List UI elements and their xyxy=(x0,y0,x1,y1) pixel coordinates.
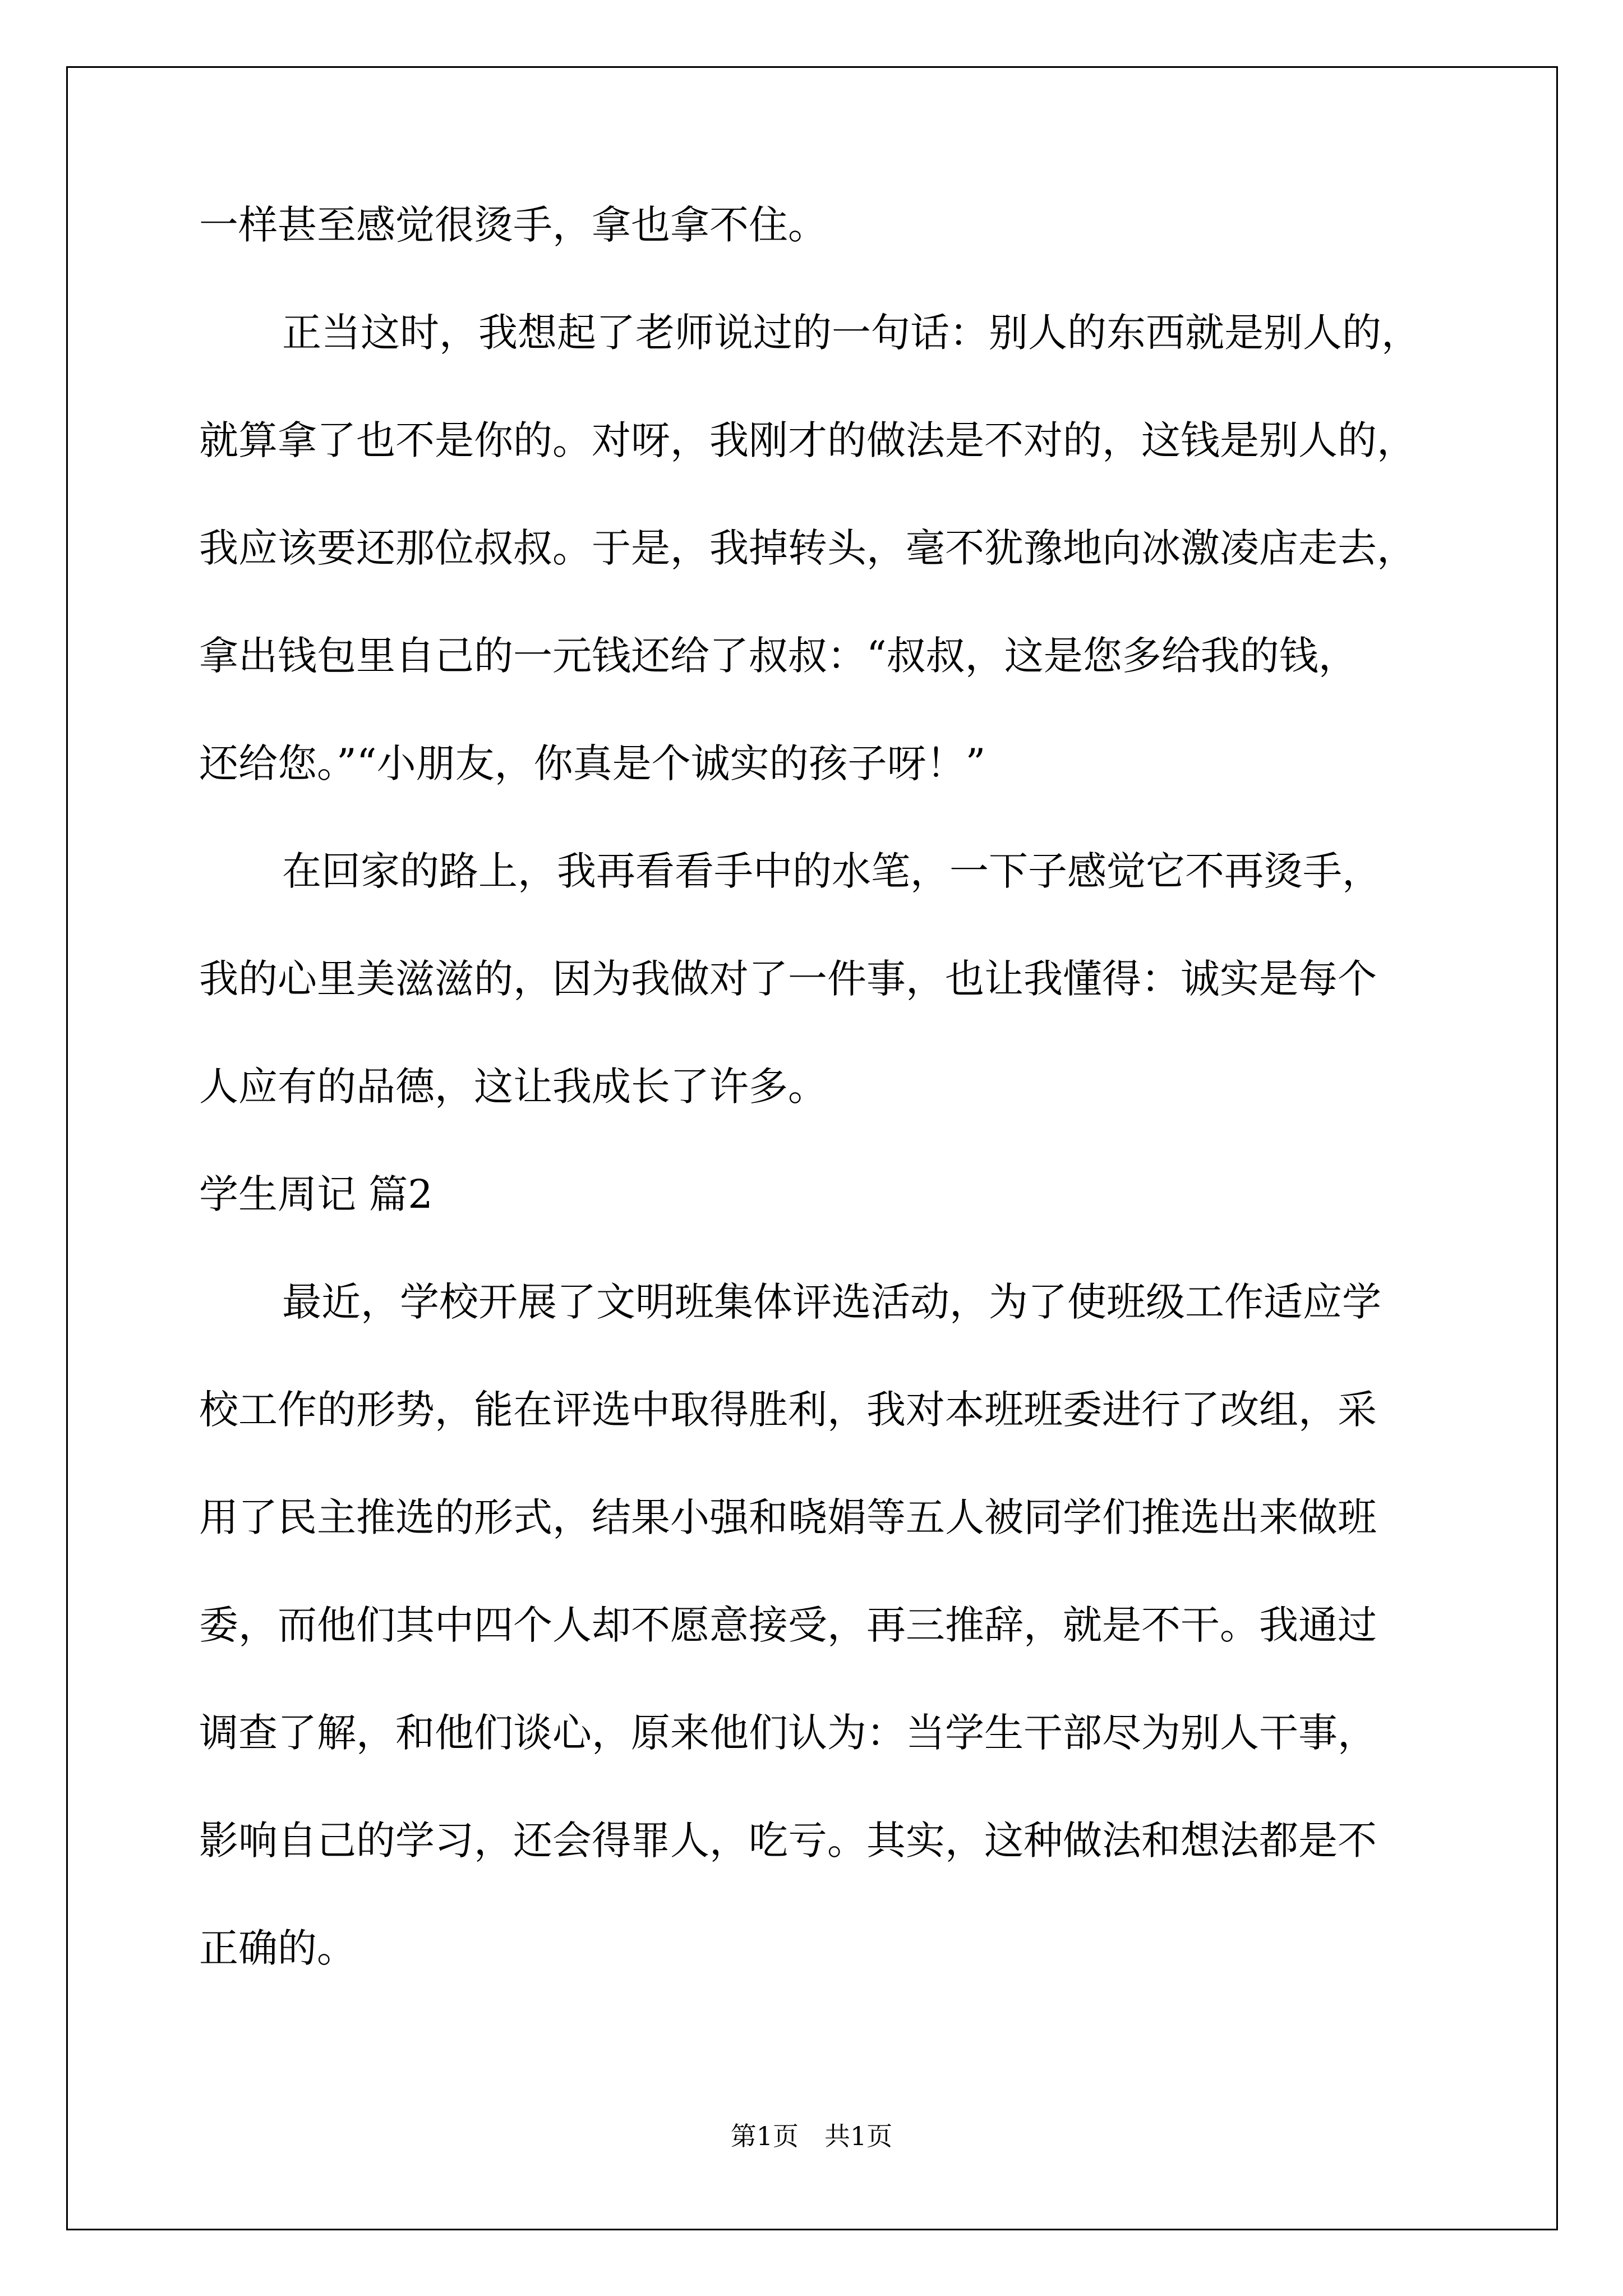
text-line: 影响自己的学习，还会得罪人，吃亏。其实，这种做法和想法都是不 xyxy=(199,1818,1377,1864)
text-line: 我应该要还那位叔叔。于是，我掉转头，毫不犹豫地向冰激凌店走去， xyxy=(199,525,1416,571)
text-line: 调查了解，和他们谈心，原来他们认为：当学生干部尽为别人干事， xyxy=(199,1710,1377,1756)
text-line: 最近，学校开展了文明班集体评选活动，为了使班级工作适应学 xyxy=(282,1279,1381,1325)
text-line: 拿出钱包里自己的一元钱还给了叔叔：“叔叔，这是您多给我的钱， xyxy=(199,633,1358,679)
text-line: 还给您。”“小朋友，你真是个诚实的孩子呀！” xyxy=(199,740,986,786)
text-line: 我的心里美滋滋的，因为我做对了一件事，也让我懂得：诚实是每个 xyxy=(199,956,1377,1002)
page-footer: 第1页 共1页 xyxy=(730,2121,893,2151)
text-line: 正确的。 xyxy=(199,1925,356,1971)
text-line: 正当这时，我想起了老师说过的一句话：别人的东西就是别人的， xyxy=(282,310,1421,356)
text-line: 委，而他们其中四个人却不愿意接受，再三推辞，就是不干。我通过 xyxy=(199,1602,1377,1648)
text-line: 用了民主推选的形式，结果小强和晓娟等五人被同学们推选出来做班 xyxy=(199,1494,1377,1540)
text-line: 就算拿了也不是你的。对呀，我刚才的做法是不对的，这钱是别人的， xyxy=(199,417,1416,463)
text-line: 人应有的品德，这让我成长了许多。 xyxy=(199,1064,827,1110)
text-line: 校工作的形势，能在评选中取得胜利，我对本班班委进行了改组，采 xyxy=(199,1387,1377,1433)
document-body xyxy=(199,198,1455,2029)
section-heading: 学生周记 篇2 xyxy=(199,1171,433,1217)
text-line: 一样甚至感觉很烫手，拿也拿不住。 xyxy=(199,202,827,248)
text-line: 在回家的路上，我再看看手中的水笔，一下子感觉它不再烫手， xyxy=(282,848,1381,894)
